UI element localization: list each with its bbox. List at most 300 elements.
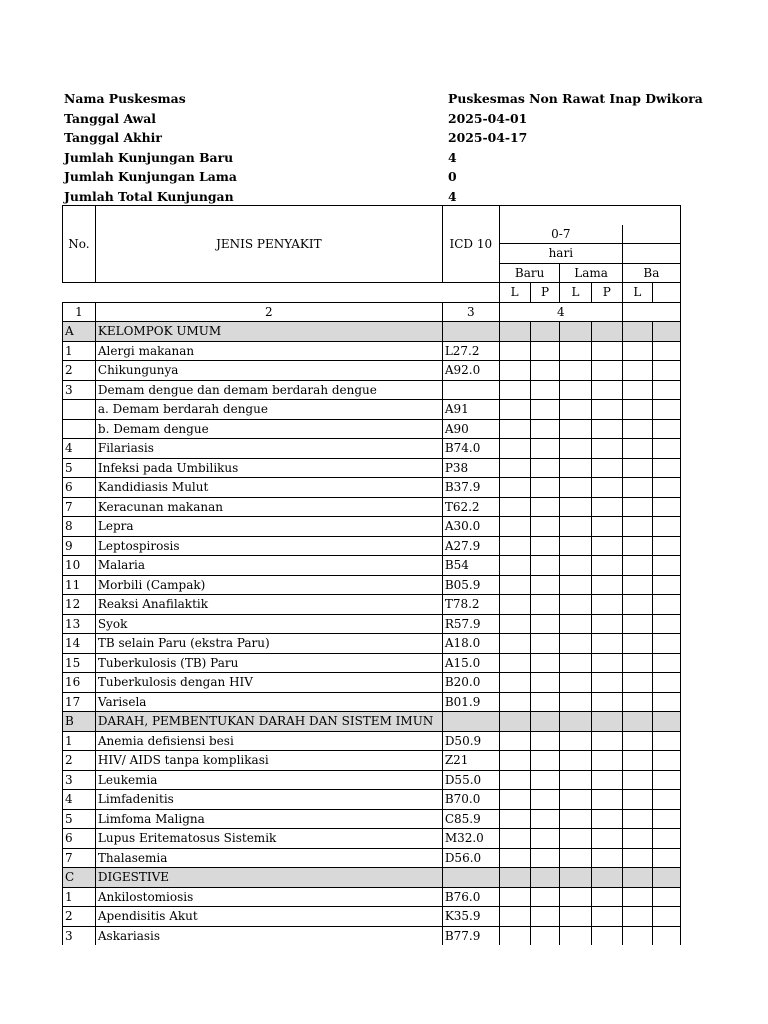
count-cell[interactable] — [530, 751, 560, 771]
count-cell[interactable] — [530, 848, 560, 868]
count-cell[interactable] — [622, 536, 652, 556]
count-cell[interactable] — [591, 692, 622, 712]
count-cell[interactable] — [652, 673, 680, 693]
icd-code[interactable]: A90 — [442, 419, 499, 439]
disease-name[interactable]: Filariasis — [95, 439, 442, 459]
info-row — [64, 187, 704, 207]
count-cell[interactable] — [591, 907, 622, 927]
info-value: 2025-04-01 — [448, 110, 528, 126]
count-cell[interactable] — [530, 497, 560, 517]
count-cell[interactable] — [622, 478, 652, 498]
count-cell[interactable] — [530, 361, 560, 381]
count-cell[interactable] — [560, 868, 591, 888]
count-cell[interactable] — [530, 458, 560, 478]
count-cell[interactable] — [591, 751, 622, 771]
count-cell[interactable] — [591, 341, 622, 361]
disease-name[interactable]: Limfadenitis — [95, 790, 442, 810]
count-cell[interactable] — [499, 322, 530, 342]
count-cell[interactable] — [622, 341, 652, 361]
count-cell[interactable] — [530, 380, 560, 400]
info-label: Tanggal Akhir — [64, 130, 162, 145]
icd-code[interactable]: B05.9 — [442, 575, 499, 595]
icd-code[interactable]: A92.0 — [442, 361, 499, 381]
count-cell[interactable] — [499, 653, 530, 673]
count-cell[interactable] — [622, 458, 652, 478]
count-cell[interactable] — [652, 614, 680, 634]
count-cell[interactable] — [560, 614, 591, 634]
disease-name[interactable]: Leptospirosis — [95, 536, 442, 556]
icd-code[interactable] — [442, 380, 499, 400]
count-cell[interactable] — [652, 478, 680, 498]
count-cell[interactable] — [591, 712, 622, 732]
count-cell[interactable] — [652, 458, 680, 478]
row-number[interactable]: 8 — [63, 517, 96, 537]
icd-code[interactable]: C85.9 — [442, 809, 499, 829]
count-cell[interactable] — [622, 907, 652, 927]
icd-code[interactable] — [442, 712, 499, 732]
count-cell[interactable] — [652, 907, 680, 927]
disease-name[interactable]: Kandidiasis Mulut — [95, 478, 442, 498]
count-cell[interactable] — [499, 829, 530, 849]
count-cell[interactable] — [652, 361, 680, 381]
count-cell[interactable] — [652, 400, 680, 420]
count-cell[interactable] — [622, 322, 652, 342]
count-cell[interactable] — [622, 361, 652, 381]
count-cell[interactable] — [530, 868, 560, 888]
count-cell[interactable] — [622, 556, 652, 576]
count-cell[interactable] — [591, 400, 622, 420]
count-cell[interactable] — [652, 634, 680, 654]
count-cell[interactable] — [652, 809, 680, 829]
row-number[interactable]: 3 — [63, 926, 96, 945]
count-cell[interactable] — [652, 517, 680, 537]
count-cell[interactable] — [652, 770, 680, 790]
count-cell[interactable] — [530, 341, 560, 361]
count-cell[interactable] — [560, 692, 591, 712]
icd-code[interactable]: R57.9 — [442, 614, 499, 634]
count-cell[interactable] — [560, 595, 591, 615]
disease-name[interactable]: HIV/ AIDS tanpa komplikasi — [95, 751, 442, 771]
count-cell[interactable] — [622, 809, 652, 829]
row-number[interactable]: A — [63, 322, 96, 342]
count-cell[interactable] — [560, 790, 591, 810]
icd-code[interactable]: T78.2 — [442, 595, 499, 615]
row-number[interactable]: 5 — [63, 809, 96, 829]
icd-code[interactable]: P38 — [442, 458, 499, 478]
count-cell[interactable] — [499, 790, 530, 810]
count-cell[interactable] — [530, 634, 560, 654]
count-cell[interactable] — [530, 770, 560, 790]
icd-code[interactable]: L27.2 — [442, 341, 499, 361]
section-row — [63, 868, 681, 888]
row-number[interactable]: B — [63, 712, 96, 732]
icd-code[interactable]: B76.0 — [442, 887, 499, 907]
icd-code[interactable]: B77.9 — [442, 926, 499, 945]
count-cell[interactable] — [560, 322, 591, 342]
header-l: L — [560, 283, 591, 303]
count-cell[interactable] — [530, 536, 560, 556]
row-number[interactable]: 1 — [63, 731, 96, 751]
icd-code[interactable]: M32.0 — [442, 829, 499, 849]
count-cell[interactable] — [499, 400, 530, 420]
count-cell[interactable] — [560, 536, 591, 556]
row-number[interactable]: 14 — [63, 634, 96, 654]
icd-code[interactable]: A15.0 — [442, 653, 499, 673]
count-cell[interactable] — [652, 712, 680, 732]
count-cell[interactable] — [652, 341, 680, 361]
icd-code[interactable]: D55.0 — [442, 770, 499, 790]
count-cell[interactable] — [591, 517, 622, 537]
count-cell[interactable] — [591, 575, 622, 595]
table-row — [63, 536, 681, 556]
disease-name[interactable]: Askariasis — [95, 926, 442, 945]
disease-name[interactable]: Lepra — [95, 517, 442, 537]
disease-name[interactable]: Syok — [95, 614, 442, 634]
icd-code[interactable]: Z21 — [442, 751, 499, 771]
count-cell[interactable] — [591, 380, 622, 400]
count-cell[interactable] — [560, 887, 591, 907]
count-cell[interactable] — [530, 673, 560, 693]
count-cell[interactable] — [591, 770, 622, 790]
count-cell[interactable] — [560, 478, 591, 498]
report-info — [64, 89, 704, 206]
header-p: P — [591, 283, 622, 303]
row-number[interactable]: 5 — [63, 458, 96, 478]
row-number[interactable]: 13 — [63, 614, 96, 634]
disease-name[interactable]: Ankilostomiosis — [95, 887, 442, 907]
count-cell[interactable] — [622, 419, 652, 439]
count-cell[interactable] — [622, 653, 652, 673]
row-number[interactable]: 6 — [63, 478, 96, 498]
row-number[interactable]: 2 — [63, 361, 96, 381]
count-cell[interactable] — [591, 653, 622, 673]
count-cell[interactable] — [560, 517, 591, 537]
row-number[interactable]: 3 — [63, 770, 96, 790]
count-cell[interactable] — [499, 692, 530, 712]
disease-name[interactable]: DIGESTIVE — [95, 868, 442, 888]
count-cell[interactable] — [622, 517, 652, 537]
disease-name[interactable]: Reaksi Anafilaktik — [95, 595, 442, 615]
count-cell[interactable] — [560, 458, 591, 478]
count-cell[interactable] — [560, 731, 591, 751]
row-number[interactable]: 7 — [63, 848, 96, 868]
count-cell[interactable] — [622, 575, 652, 595]
count-cell[interactable] — [530, 517, 560, 537]
count-cell[interactable] — [499, 731, 530, 751]
count-cell[interactable] — [652, 653, 680, 673]
count-cell[interactable] — [499, 458, 530, 478]
count-cell[interactable] — [591, 478, 622, 498]
count-cell[interactable] — [652, 848, 680, 868]
count-cell[interactable] — [530, 926, 560, 945]
count-cell[interactable] — [652, 575, 680, 595]
count-cell[interactable] — [622, 790, 652, 810]
disease-name[interactable]: Chikungunya — [95, 361, 442, 381]
count-cell[interactable] — [622, 692, 652, 712]
disease-name[interactable]: Thalasemia — [95, 848, 442, 868]
count-cell[interactable] — [499, 361, 530, 381]
count-cell[interactable] — [560, 575, 591, 595]
count-cell[interactable] — [622, 673, 652, 693]
count-cell[interactable] — [652, 868, 680, 888]
count-cell[interactable] — [622, 614, 652, 634]
icd-code[interactable]: A27.9 — [442, 536, 499, 556]
count-cell[interactable] — [560, 829, 591, 849]
count-cell[interactable] — [530, 439, 560, 459]
count-cell[interactable] — [622, 848, 652, 868]
count-cell[interactable] — [652, 692, 680, 712]
count-cell[interactable] — [591, 614, 622, 634]
count-cell[interactable] — [591, 361, 622, 381]
count-cell[interactable] — [591, 497, 622, 517]
count-cell[interactable] — [622, 595, 652, 615]
count-cell[interactable] — [622, 829, 652, 849]
count-cell[interactable] — [530, 419, 560, 439]
icd-code[interactable]: A30.0 — [442, 517, 499, 537]
count-cell[interactable] — [530, 595, 560, 615]
count-cell[interactable] — [530, 400, 560, 420]
count-cell[interactable] — [560, 751, 591, 771]
disease-name[interactable]: Leukemia — [95, 770, 442, 790]
disease-name[interactable]: Malaria — [95, 556, 442, 576]
count-cell[interactable] — [499, 380, 530, 400]
count-cell[interactable] — [499, 556, 530, 576]
count-cell[interactable] — [499, 868, 530, 888]
icd-code[interactable]: A91 — [442, 400, 499, 420]
count-cell[interactable] — [499, 887, 530, 907]
count-cell[interactable] — [560, 556, 591, 576]
count-cell[interactable] — [499, 536, 530, 556]
count-cell[interactable] — [499, 341, 530, 361]
row-number[interactable]: 6 — [63, 829, 96, 849]
row-number[interactable]: 7 — [63, 497, 96, 517]
disease-name[interactable]: Morbili (Campak) — [95, 575, 442, 595]
count-cell[interactable] — [499, 848, 530, 868]
row-number[interactable] — [63, 419, 96, 439]
icd-code[interactable]: A18.0 — [442, 634, 499, 654]
count-cell[interactable] — [622, 439, 652, 459]
count-cell[interactable] — [499, 478, 530, 498]
count-cell[interactable] — [652, 751, 680, 771]
disease-name[interactable]: Alergi makanan — [95, 341, 442, 361]
count-cell[interactable] — [530, 556, 560, 576]
count-cell[interactable] — [591, 634, 622, 654]
count-cell[interactable] — [591, 322, 622, 342]
count-cell[interactable] — [560, 341, 591, 361]
count-cell[interactable] — [652, 595, 680, 615]
count-cell[interactable] — [560, 712, 591, 732]
count-cell[interactable] — [652, 926, 680, 945]
count-cell[interactable] — [591, 790, 622, 810]
disease-name[interactable]: Infeksi pada Umbilikus — [95, 458, 442, 478]
count-cell[interactable] — [622, 497, 652, 517]
count-cell[interactable] — [652, 380, 680, 400]
icd-code[interactable]: B01.9 — [442, 692, 499, 712]
count-cell[interactable] — [499, 575, 530, 595]
icd-code[interactable]: B74.0 — [442, 439, 499, 459]
icd-code[interactable] — [442, 868, 499, 888]
disease-name[interactable]: b. Demam dengue — [95, 419, 442, 439]
count-cell[interactable] — [560, 926, 591, 945]
count-cell[interactable] — [652, 556, 680, 576]
count-cell[interactable] — [499, 712, 530, 732]
count-cell[interactable] — [652, 322, 680, 342]
disease-name[interactable]: Limfoma Maligna — [95, 809, 442, 829]
count-cell[interactable] — [652, 731, 680, 751]
count-cell[interactable] — [560, 380, 591, 400]
count-cell[interactable] — [560, 907, 591, 927]
count-cell[interactable] — [622, 868, 652, 888]
count-cell[interactable] — [622, 380, 652, 400]
disease-table-viewport[interactable] — [62, 205, 681, 945]
count-cell[interactable] — [499, 809, 530, 829]
icd-code[interactable]: B37.9 — [442, 478, 499, 498]
count-cell[interactable] — [530, 887, 560, 907]
count-cell[interactable] — [560, 361, 591, 381]
count-cell[interactable] — [499, 497, 530, 517]
icd-code[interactable]: B70.0 — [442, 790, 499, 810]
count-cell[interactable] — [622, 887, 652, 907]
count-cell[interactable] — [530, 829, 560, 849]
count-cell[interactable] — [622, 400, 652, 420]
count-cell[interactable] — [530, 575, 560, 595]
count-cell[interactable] — [591, 848, 622, 868]
disease-name[interactable]: Lupus Eritematosus Sistemik — [95, 829, 442, 849]
count-cell[interactable] — [499, 634, 530, 654]
row-number[interactable]: 16 — [63, 673, 96, 693]
icd-code[interactable]: D50.9 — [442, 731, 499, 751]
count-cell[interactable] — [591, 926, 622, 945]
icd-code[interactable]: T62.2 — [442, 497, 499, 517]
count-cell[interactable] — [652, 887, 680, 907]
disease-name[interactable]: DARAH, PEMBENTUKAN DARAH DAN SISTEM IMUN — [95, 712, 442, 732]
row-number[interactable]: 17 — [63, 692, 96, 712]
disease-name[interactable]: Apendisitis Akut — [95, 907, 442, 927]
row-number[interactable]: 15 — [63, 653, 96, 673]
icd-code[interactable]: K35.9 — [442, 907, 499, 927]
count-cell[interactable] — [530, 692, 560, 712]
disease-name[interactable]: Tuberkulosis dengan HIV — [95, 673, 442, 693]
disease-name[interactable]: Demam dengue dan demam berdarah dengue — [95, 380, 442, 400]
count-cell[interactable] — [530, 712, 560, 732]
disease-name[interactable]: Tuberkulosis (TB) Paru — [95, 653, 442, 673]
count-cell[interactable] — [530, 653, 560, 673]
row-number[interactable]: 2 — [63, 907, 96, 927]
count-cell[interactable] — [652, 536, 680, 556]
count-cell[interactable] — [591, 829, 622, 849]
count-cell[interactable] — [499, 770, 530, 790]
count-cell[interactable] — [622, 731, 652, 751]
count-cell[interactable] — [591, 419, 622, 439]
row-number[interactable]: 1 — [63, 887, 96, 907]
count-cell[interactable] — [560, 673, 591, 693]
count-cell[interactable] — [591, 536, 622, 556]
icd-code[interactable]: B54 — [442, 556, 499, 576]
count-cell[interactable] — [591, 887, 622, 907]
count-cell[interactable] — [622, 634, 652, 654]
info-label: Jumlah Kunjungan Lama — [64, 169, 237, 184]
count-cell[interactable] — [591, 809, 622, 829]
count-cell[interactable] — [560, 400, 591, 420]
row-number[interactable]: 9 — [63, 536, 96, 556]
count-cell[interactable] — [499, 419, 530, 439]
count-cell[interactable] — [622, 712, 652, 732]
count-cell[interactable] — [622, 770, 652, 790]
count-cell[interactable] — [530, 731, 560, 751]
count-cell[interactable] — [591, 868, 622, 888]
count-cell[interactable] — [591, 673, 622, 693]
count-cell[interactable] — [560, 809, 591, 829]
icd-code[interactable] — [442, 322, 499, 342]
count-cell[interactable] — [560, 653, 591, 673]
row-number[interactable] — [63, 400, 96, 420]
row-number[interactable]: 4 — [63, 790, 96, 810]
count-cell[interactable] — [499, 926, 530, 945]
count-cell[interactable] — [530, 322, 560, 342]
row-number[interactable]: 4 — [63, 439, 96, 459]
count-cell[interactable] — [652, 497, 680, 517]
count-cell[interactable] — [560, 439, 591, 459]
disease-name[interactable]: Keracunan makanan — [95, 497, 442, 517]
row-number[interactable]: 10 — [63, 556, 96, 576]
row-number[interactable]: 1 — [63, 341, 96, 361]
count-cell[interactable] — [652, 829, 680, 849]
count-cell[interactable] — [530, 614, 560, 634]
disease-name[interactable]: TB selain Paru (ekstra Paru) — [95, 634, 442, 654]
count-cell[interactable] — [591, 595, 622, 615]
count-cell[interactable] — [652, 419, 680, 439]
count-cell[interactable] — [560, 634, 591, 654]
count-cell[interactable] — [499, 907, 530, 927]
count-cell[interactable] — [530, 790, 560, 810]
table-row — [63, 673, 681, 693]
count-cell[interactable] — [591, 458, 622, 478]
count-cell[interactable] — [499, 595, 530, 615]
count-cell[interactable] — [591, 556, 622, 576]
row-number[interactable]: 12 — [63, 595, 96, 615]
count-cell[interactable] — [499, 751, 530, 771]
count-cell[interactable] — [499, 673, 530, 693]
count-cell[interactable] — [560, 497, 591, 517]
count-cell[interactable] — [591, 731, 622, 751]
count-cell[interactable] — [560, 770, 591, 790]
count-cell[interactable] — [499, 517, 530, 537]
count-cell[interactable] — [530, 809, 560, 829]
row-number[interactable]: C — [63, 868, 96, 888]
count-cell[interactable] — [652, 790, 680, 810]
disease-name[interactable]: KELOMPOK UMUM — [95, 322, 442, 342]
row-number[interactable]: 11 — [63, 575, 96, 595]
icd-code[interactable]: D56.0 — [442, 848, 499, 868]
count-cell[interactable] — [560, 419, 591, 439]
count-cell[interactable] — [560, 848, 591, 868]
count-cell[interactable] — [499, 439, 530, 459]
count-cell[interactable] — [622, 926, 652, 945]
disease-name[interactable]: a. Demam berdarah dengue — [95, 400, 442, 420]
row-number[interactable]: 3 — [63, 380, 96, 400]
icd-code[interactable]: B20.0 — [442, 673, 499, 693]
count-cell[interactable] — [499, 614, 530, 634]
count-cell[interactable] — [530, 907, 560, 927]
count-cell[interactable] — [652, 439, 680, 459]
count-cell[interactable] — [591, 439, 622, 459]
table-row — [63, 692, 681, 712]
count-cell[interactable] — [622, 751, 652, 771]
disease-name[interactable]: Varisela — [95, 692, 442, 712]
disease-name[interactable]: Anemia defisiensi besi — [95, 731, 442, 751]
row-number[interactable]: 2 — [63, 751, 96, 771]
count-cell[interactable] — [530, 478, 560, 498]
